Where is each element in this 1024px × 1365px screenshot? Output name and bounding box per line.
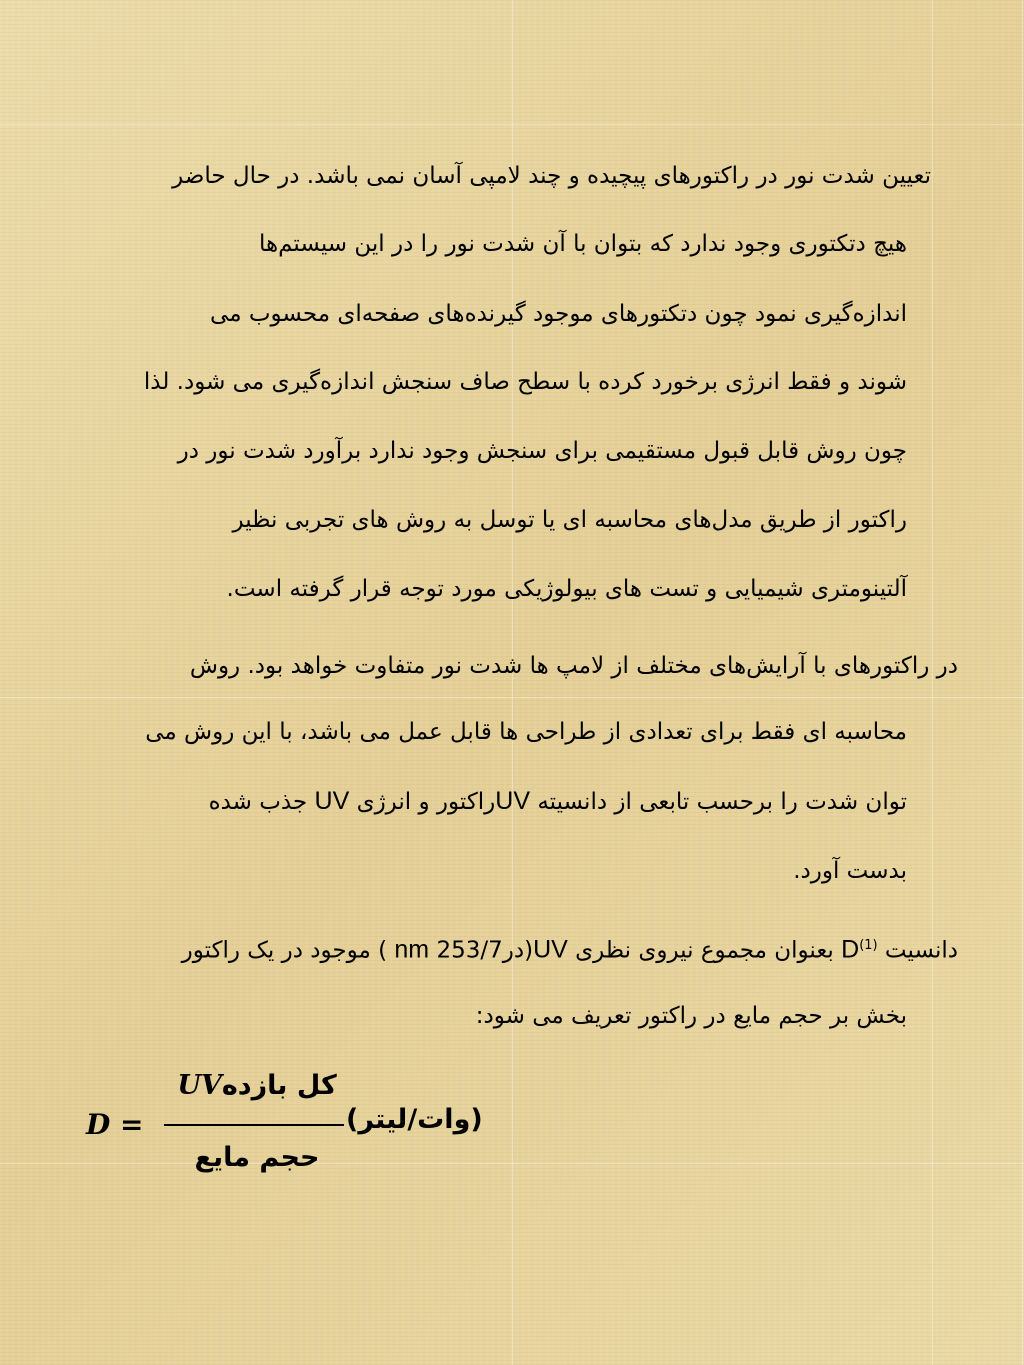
- formula-denominator: حجم مایع: [194, 1142, 320, 1173]
- uv-term: UV: [495, 787, 531, 815]
- texture-grid-line: [932, 0, 933, 1365]
- formula-unit: (وات/لیتر): [346, 1104, 483, 1135]
- density-formula: [80, 1068, 520, 1198]
- uv-term: UV: [533, 935, 568, 964]
- formula-lhs: D =: [86, 1108, 144, 1141]
- paragraph-line: در راکتورهای با آرایش‌های مختلف از لامپ ها شدت نور متفاوت خواهد بود. روش: [189, 653, 958, 679]
- formula-numerator-text: کل بازده: [221, 1070, 337, 1101]
- text-run: توان شدت را برحسب تابعی از دانسیته: [530, 789, 907, 815]
- text-run: بعنوان مجموع نیروی نظری: [567, 937, 842, 964]
- paragraph-line: چون روش قابل قبول مستقیمی برای سنجش وجود ندارد برآورد شدت نور در: [177, 438, 907, 464]
- texture-grid-line: [1022, 0, 1023, 1365]
- formula-numerator: [172, 1070, 342, 1101]
- text-run: (در: [502, 937, 534, 964]
- paragraph-line: محاسبه ای فقط برای تعدادی از طراحی ها قابل عمل می باشد، با این روش می: [145, 719, 907, 745]
- uv-term: UV: [177, 1070, 222, 1101]
- texture-grid-line: [0, 124, 1024, 125]
- text-run: دانسیت: [877, 937, 958, 964]
- paragraph-line: راکتور از طریق مدل‌های محاسبه ای یا توسل به روش های تجربی نظیر: [232, 507, 907, 533]
- paragraph-line: بدست آورد.: [793, 858, 907, 884]
- paragraph-line: بخش بر حجم مایع در راکتور تعریف می شود:: [475, 1003, 907, 1029]
- paragraph-line: آلتینومتری شیمیایی و تست های بیولوژیکی مورد توجه قرار گرفته است.: [226, 576, 907, 602]
- text-run: جذب شده: [208, 789, 315, 815]
- paragraph-line: [182, 930, 958, 967]
- fraction-bar: [164, 1124, 344, 1126]
- unit-nm: nm: [394, 935, 430, 964]
- text-run: 253/7 ) موجود در یک راکتور: [181, 937, 503, 964]
- texture-grid-line: [0, 697, 1024, 698]
- uv-term: UV: [314, 787, 350, 815]
- paragraph-line: شوند و فقط انرژی برخورد کرده با سطح صاف سنجش اندازه‌گیری می شود. لذا: [143, 369, 907, 395]
- paragraph-line: تعیین شدت نور در راکتورهای پیچیده و چند لامپی آسان نمی باشد. در حال حاضر: [172, 163, 931, 189]
- footnote-marker: (1): [859, 938, 878, 953]
- density-symbol: D: [841, 935, 860, 964]
- paragraph-line: [209, 785, 907, 818]
- text-run: راکتور و انرژی: [349, 789, 496, 815]
- paragraph-line: هیچ دتکتوری وجود ندارد که بتوان با آن شدت نور را در این سیستم‌ها: [258, 231, 907, 257]
- paragraph-line: اندازه‌گیری نمود چون دتکتورهای موجود گیرنده‌های صفحه‌ای محسوب می: [210, 301, 907, 327]
